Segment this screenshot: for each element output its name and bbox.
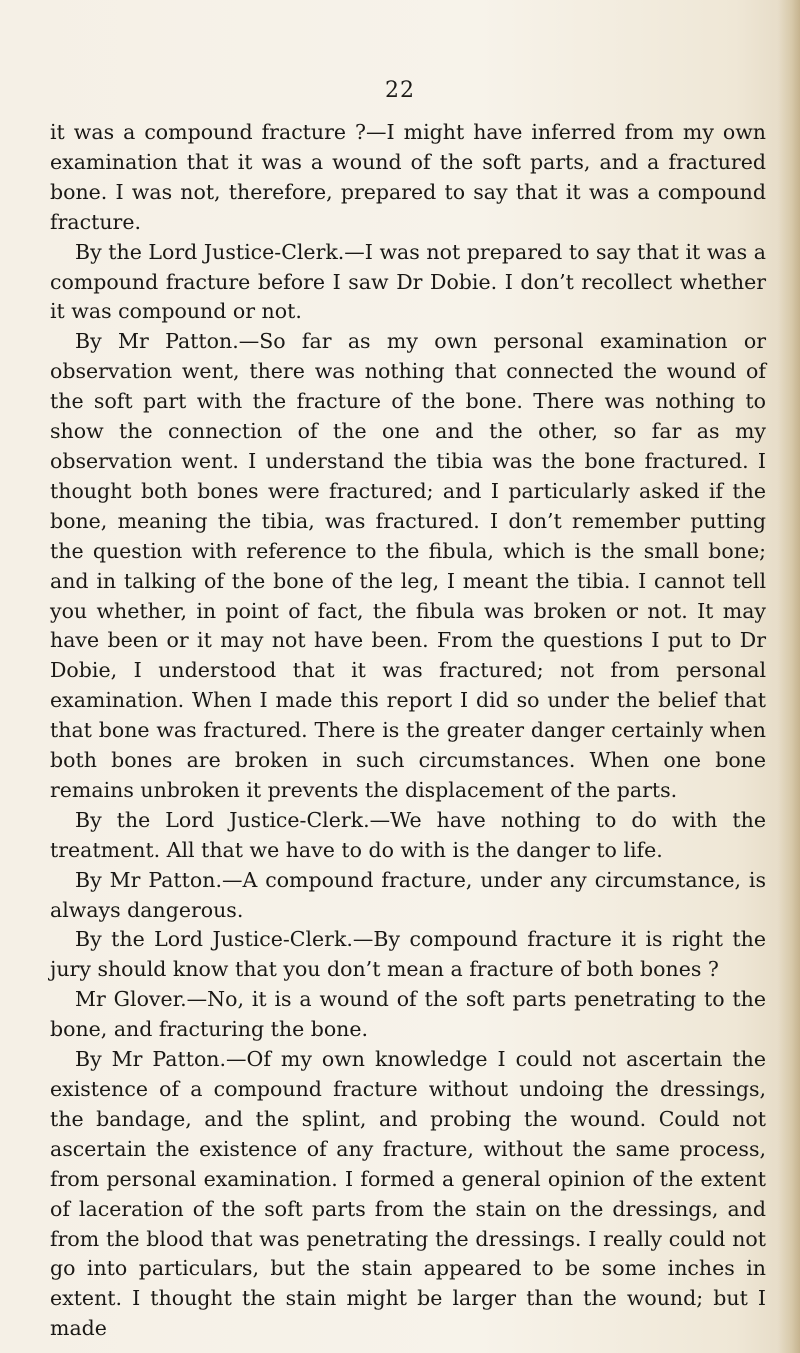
page-number: 22	[385, 78, 415, 103]
body-text	[50, 118, 766, 1344]
paragraph-4: By the Lord Justice-Clerk.—We have nothing to do with the treatment. All that we have to do with is the danger to life.	[50, 807, 766, 862]
paragraph-5: By Mr Patton.—A compound fracture, under any circumstance, is always dangerous.	[50, 867, 766, 922]
paragraph-1: it was a compound fracture ?—I might have inferred from my own examination that it was a wound of the soft parts, and a fractured bone. I was not, therefore, prepared to say that it was a compound fracture.	[50, 120, 766, 234]
page-edge	[778, 0, 800, 1353]
paragraph-3: By Mr Patton.—So far as my own personal examination or observation went, there was nothing that connected the wound of the soft part with the fracture of the bone. There was nothing to show the connection of the one and the other, so far as my observation went. I understand the tibia was the bone fractured. I thought both bones were fractured; and I particularly asked if the bone, meaning the tibia, was fractured. I don’t remember putting the question with reference to the fibula, which is the small bone; and in talking of the bone of the leg, I meant the tibia. I cannot tell you whether, in point of fact, the fibula was broken or not. It may have been or it may not have been. From the questions I put to Dr Dobie, I understood that it was fractured; not from personal examination. When I made this report I did so under the belief that that bone was fractured. There is the greater danger certainly when both bones are broken in such circumstances. When one bone remains unbroken it prevents the displacement of the parts.	[50, 329, 766, 802]
paragraph-8: By Mr Patton.—Of my own knowledge I could not ascertain the existence of a compound fracture without undoing the dressings, the bandage, and the splint, and probing the wound. Could not ascertain the existence of any fracture, without the same process, from personal examination. I formed a general opinion of the extent of laceration of the soft parts from the stain on the dressings, and from the blood that was penetrating the dressings. I really could not go into particulars, but the stain appeared to be some inches in extent. I thought the stain might be larger than the wound; but I made	[50, 1047, 766, 1341]
paragraph-7: Mr Glover.—No, it is a wound of the soft parts penetrating to the bone, and fracturing the bone.	[50, 987, 766, 1042]
paragraph-6: By the Lord Justice-Clerk.—By compound fracture it is right the jury should know that you don’t mean a fracture of both bones ?	[50, 927, 766, 982]
paragraph-2: By the Lord Justice-Clerk.—I was not prepared to say that it was a compound fracture before I saw Dr Dobie. I don’t recollect whether it was compound or not.	[50, 239, 766, 324]
